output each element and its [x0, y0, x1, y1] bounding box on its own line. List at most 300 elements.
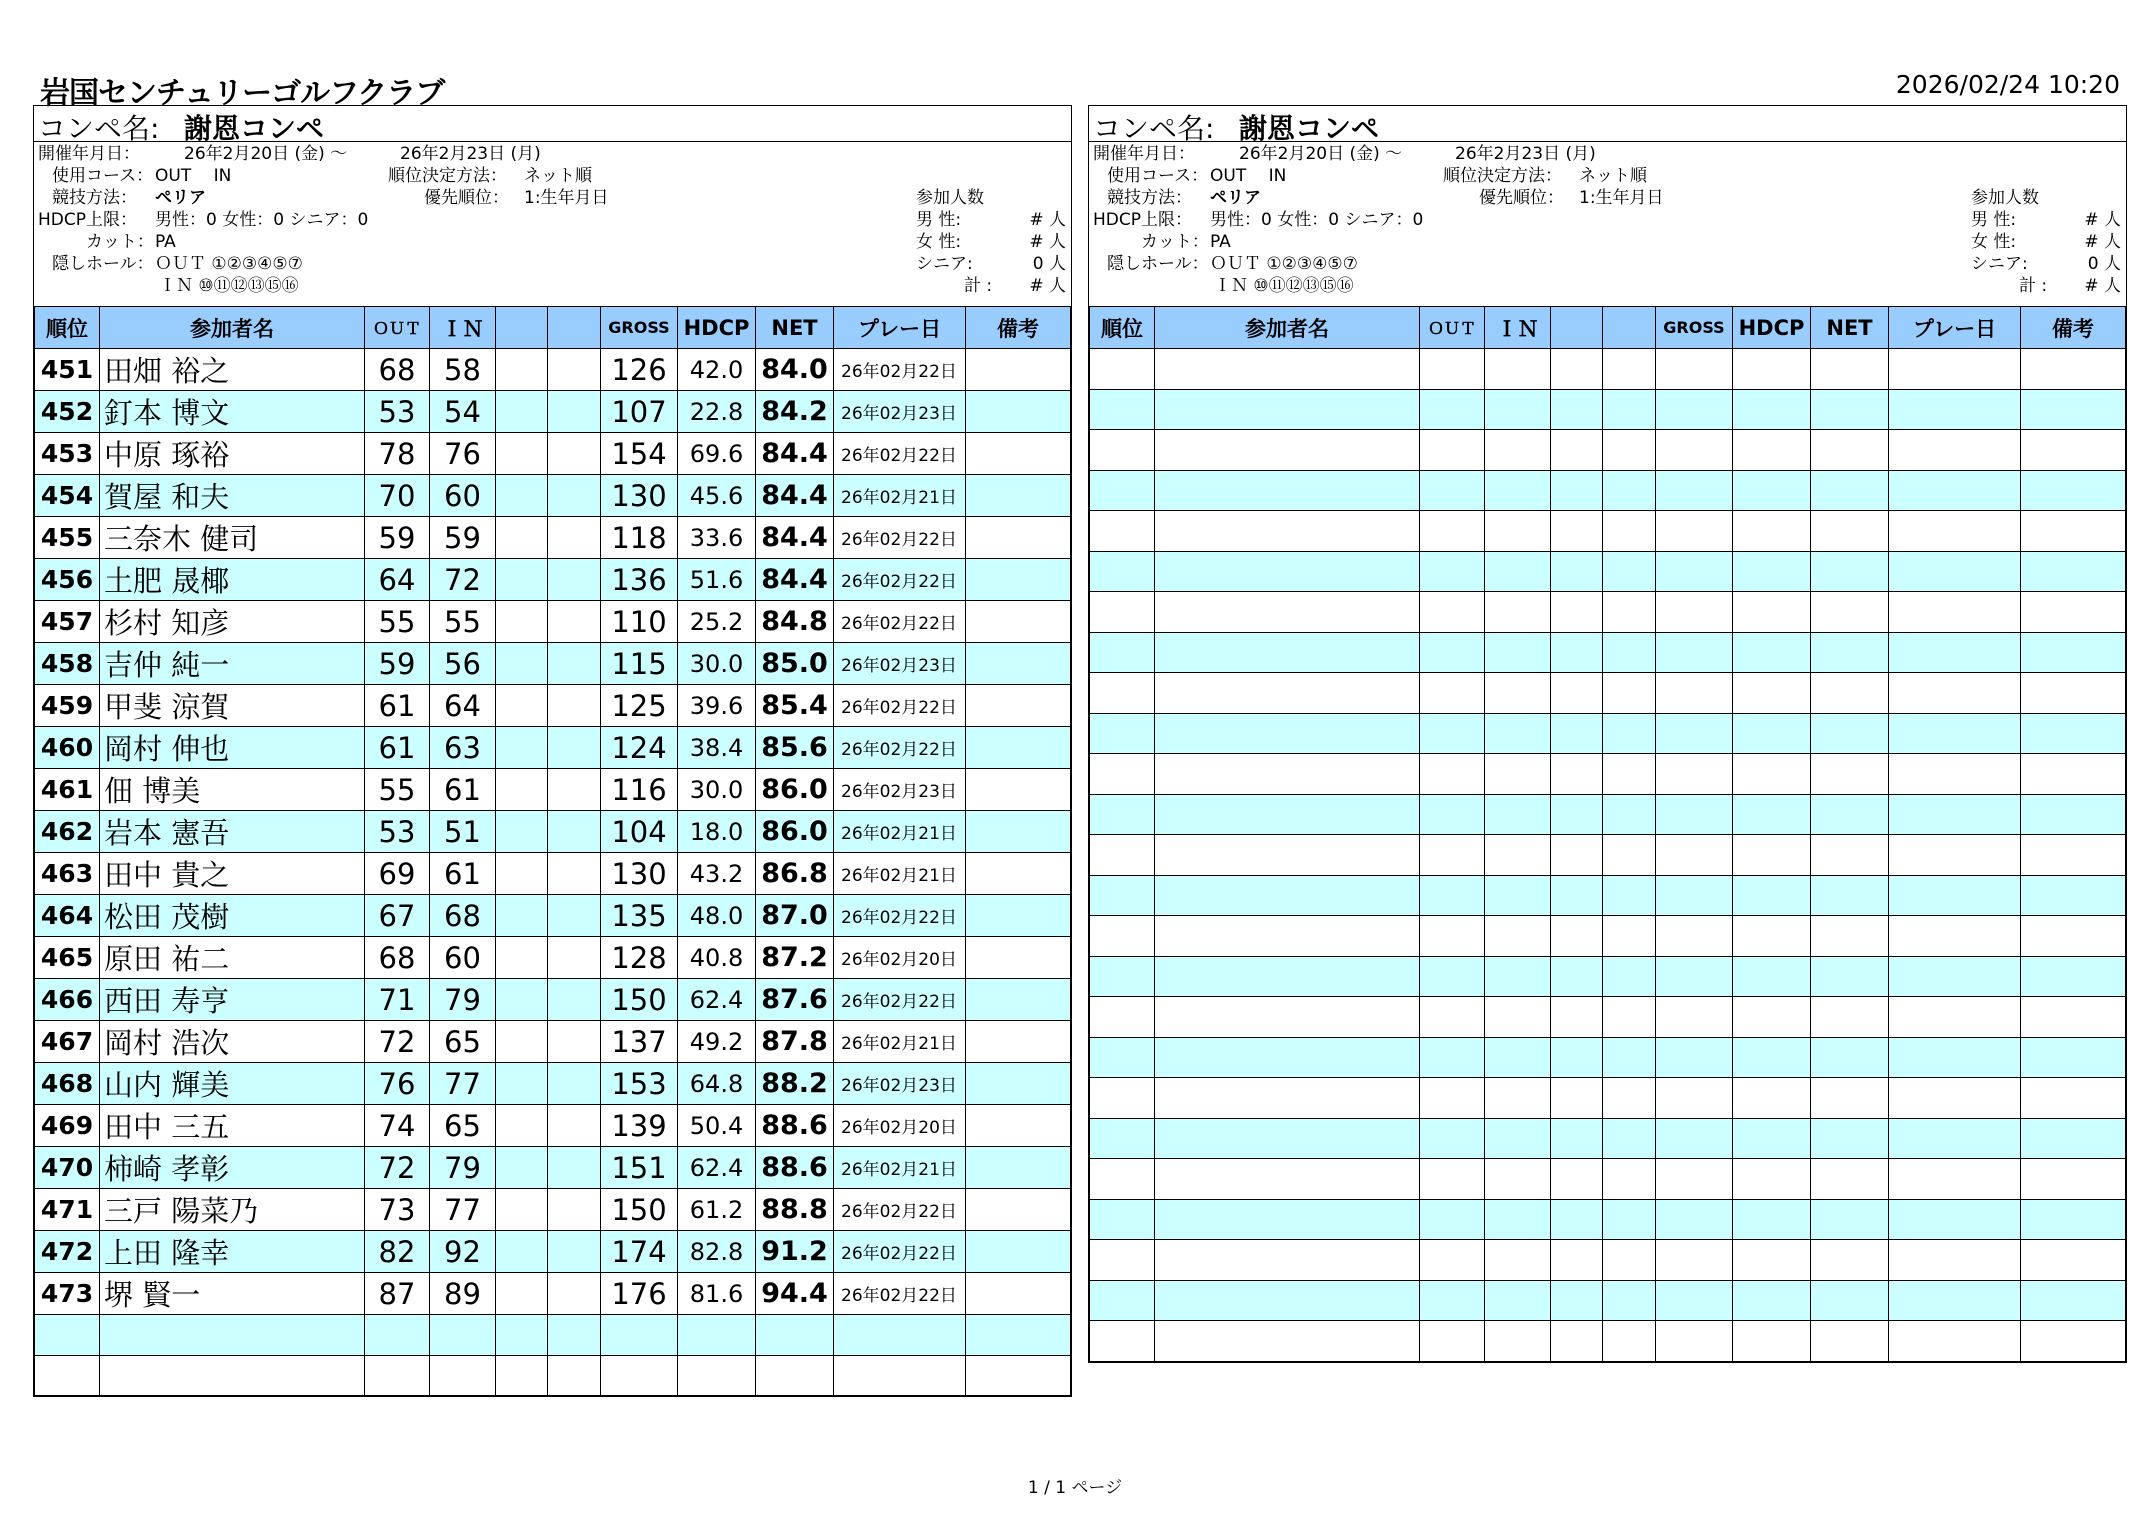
remarks-cell	[2021, 673, 2126, 714]
blank-cell	[1551, 754, 1603, 795]
play-date-cell: 26年02月22日	[834, 727, 966, 769]
in-cell: 54	[430, 391, 496, 433]
hdcp-cell	[1733, 1321, 1811, 1362]
blank-cell	[548, 1231, 601, 1273]
priority-label: 優先順位：	[424, 188, 509, 208]
play-date-cell	[1889, 1240, 2021, 1281]
col-blank-1	[496, 307, 548, 349]
hdcp-cell: 33.6	[678, 517, 756, 559]
out-cell: 74	[365, 1105, 430, 1147]
play-date-cell: 26年02月22日	[834, 433, 966, 475]
date-label: 開催年月日：	[38, 144, 140, 164]
out-cell: 59	[365, 517, 430, 559]
net-cell: 85.0	[756, 643, 834, 685]
blank-cell	[548, 1021, 601, 1063]
gross-cell: 153	[601, 1063, 678, 1105]
blank-cell	[496, 1147, 548, 1189]
table-row	[35, 1273, 1071, 1315]
out-cell	[1420, 1159, 1485, 1200]
blank-cell	[1551, 794, 1603, 835]
out-cell	[1420, 430, 1485, 471]
hidden-holes-in: ＩＮ ⑩⑪⑫⑬⑮⑯	[159, 276, 299, 296]
table-row	[1090, 997, 2126, 1038]
remarks-cell	[2021, 430, 2126, 471]
competition-info	[34, 142, 1071, 306]
senior-count-value: 0 人	[1032, 254, 1066, 274]
play-date-cell: 26年02月22日	[834, 895, 966, 937]
blank-cell	[1603, 794, 1656, 835]
blank-cell	[1603, 349, 1656, 390]
hdcp-cell: 40.8	[678, 937, 756, 979]
hidden-holes-label: 隠しホール：	[1107, 254, 1209, 274]
blank-cell	[1603, 389, 1656, 430]
blank-cell	[1551, 349, 1603, 390]
gross-cell	[1656, 1078, 1733, 1119]
in-cell: 89	[430, 1273, 496, 1315]
gross-cell	[1656, 794, 1733, 835]
gross-cell: 136	[601, 559, 678, 601]
out-cell	[1420, 1321, 1485, 1362]
gross-cell	[1656, 430, 1733, 471]
name-cell: 田畑 裕之	[100, 349, 365, 391]
remarks-cell	[966, 1105, 1071, 1147]
out-cell	[1420, 1199, 1485, 1240]
remarks-cell	[2021, 956, 2126, 997]
net-cell	[1811, 673, 1889, 714]
table-row	[35, 1231, 1071, 1273]
in-cell	[1485, 349, 1551, 390]
hdcp-cell	[678, 1315, 756, 1356]
hdcp-cell: 82.8	[678, 1231, 756, 1273]
table-row	[35, 1021, 1071, 1063]
rank-cell: 463	[35, 853, 100, 895]
name-cell	[1155, 1199, 1420, 1240]
net-cell	[1811, 632, 1889, 673]
senior-count-label: シニア:	[916, 254, 973, 274]
name-cell: 三戸 陽菜乃	[100, 1189, 365, 1231]
table-row	[1090, 1118, 2126, 1159]
blank-cell	[1603, 754, 1656, 795]
in-cell	[1485, 956, 1551, 997]
hdcp-cell	[1733, 430, 1811, 471]
play-date-cell: 26年02月21日	[834, 475, 966, 517]
blank-cell	[1551, 389, 1603, 430]
play-date-cell: 26年02月21日	[834, 1147, 966, 1189]
col-rank: 順位	[1090, 307, 1155, 349]
net-cell: 86.0	[756, 769, 834, 811]
name-cell	[1155, 997, 1420, 1038]
play-date-cell: 26年02月23日	[834, 769, 966, 811]
out-cell	[1420, 389, 1485, 430]
blank-cell	[1603, 1159, 1656, 1200]
gross-cell	[601, 1355, 678, 1396]
gross-cell	[1656, 1240, 1733, 1281]
in-cell	[1485, 794, 1551, 835]
col-hdcp: HDCP	[1733, 307, 1811, 349]
col-blank-2	[1603, 307, 1656, 349]
out-cell	[365, 1315, 430, 1356]
net-cell: 94.4	[756, 1273, 834, 1315]
blank-cell	[496, 769, 548, 811]
rank-cell: 460	[35, 727, 100, 769]
table-row	[35, 601, 1071, 643]
out-cell	[1420, 470, 1485, 511]
blank-cell	[496, 1063, 548, 1105]
competition-method-label: 競技方法：	[52, 188, 137, 208]
play-date-cell: 26年02月22日	[834, 601, 966, 643]
table-row	[1090, 592, 2126, 633]
hdcp-cell	[1733, 1078, 1811, 1119]
remarks-cell	[2021, 1199, 2126, 1240]
male-count-label: 男 性:	[916, 210, 962, 230]
net-cell: 85.4	[756, 685, 834, 727]
in-cell	[1485, 511, 1551, 552]
col-in: ＩＮ	[1485, 307, 1551, 349]
gross-cell	[1656, 592, 1733, 633]
gross-cell	[1656, 1159, 1733, 1200]
blank-cell	[548, 349, 601, 391]
rank-cell: 469	[35, 1105, 100, 1147]
rank-cell: 457	[35, 601, 100, 643]
play-date-cell	[1889, 997, 2021, 1038]
col-blank-1	[1551, 307, 1603, 349]
competition-name: 謝恩コンペ	[184, 112, 325, 145]
rank-cell	[1090, 875, 1155, 916]
hdcp-cell	[1733, 1280, 1811, 1321]
blank-cell	[1603, 1118, 1656, 1159]
blank-cell	[1551, 956, 1603, 997]
remarks-cell	[966, 1231, 1071, 1273]
gross-cell: 150	[601, 1189, 678, 1231]
remarks-cell	[966, 895, 1071, 937]
cut-label: カット：	[1141, 232, 1209, 252]
name-cell: 松田 茂樹	[100, 895, 365, 937]
in-cell	[1485, 1280, 1551, 1321]
net-cell	[1811, 754, 1889, 795]
gross-cell: 124	[601, 727, 678, 769]
play-date-cell: 26年02月23日	[834, 643, 966, 685]
competition-method-label: 競技方法：	[1107, 188, 1192, 208]
name-cell: 佃 博美	[100, 769, 365, 811]
rank-cell	[1090, 713, 1155, 754]
out-cell	[1420, 956, 1485, 997]
out-cell	[1420, 673, 1485, 714]
rank-cell	[1090, 1118, 1155, 1159]
blank-cell	[1551, 511, 1603, 552]
gross-cell: 154	[601, 433, 678, 475]
out-cell	[1420, 592, 1485, 633]
name-cell	[1155, 1280, 1420, 1321]
course-value: OUT IN	[1210, 166, 1287, 186]
play-date-cell: 26年02月22日	[834, 979, 966, 1021]
remarks-cell	[2021, 794, 2126, 835]
net-cell: 87.8	[756, 1021, 834, 1063]
blank-cell	[496, 1273, 548, 1315]
name-cell: 堺 賢一	[100, 1273, 365, 1315]
blank-cell	[1603, 997, 1656, 1038]
out-cell: 55	[365, 601, 430, 643]
rank-cell	[1090, 673, 1155, 714]
table-row	[35, 1147, 1071, 1189]
gross-cell: 110	[601, 601, 678, 643]
play-date-cell	[1889, 1280, 2021, 1321]
table-row	[1090, 835, 2126, 876]
hidden-holes-out: ＯＵＴ ①②③④⑤⑦	[1210, 254, 1358, 274]
name-cell	[1155, 875, 1420, 916]
date-from: 26年2月20日 (金) ～	[184, 144, 348, 164]
out-cell: 78	[365, 433, 430, 475]
remarks-cell	[966, 517, 1071, 559]
blank-cell	[548, 811, 601, 853]
in-cell	[1485, 713, 1551, 754]
name-cell: 釘本 博文	[100, 391, 365, 433]
out-cell: 64	[365, 559, 430, 601]
name-cell	[1155, 1159, 1420, 1200]
in-cell: 63	[430, 727, 496, 769]
table-row	[35, 1315, 1071, 1356]
gross-cell: 135	[601, 895, 678, 937]
play-date-cell	[1889, 632, 2021, 673]
name-cell	[1155, 389, 1420, 430]
table-row	[35, 937, 1071, 979]
blank-cell	[1603, 1199, 1656, 1240]
gross-cell: 128	[601, 937, 678, 979]
female-count-value: # 人	[1029, 232, 1066, 252]
name-cell: 土肥 晟椰	[100, 559, 365, 601]
in-cell: 65	[430, 1105, 496, 1147]
remarks-cell	[966, 475, 1071, 517]
remarks-cell	[2021, 389, 2126, 430]
hdcp-cell	[1733, 1240, 1811, 1281]
name-cell: 吉仲 純一	[100, 643, 365, 685]
hdcp-cell	[1733, 956, 1811, 997]
blank-cell	[548, 559, 601, 601]
gross-cell	[1656, 673, 1733, 714]
blank-cell	[1551, 1078, 1603, 1119]
name-cell	[1155, 794, 1420, 835]
remarks-cell	[966, 1063, 1071, 1105]
rank-cell	[1090, 632, 1155, 673]
rank-cell	[35, 1315, 100, 1356]
blank-cell	[1603, 1321, 1656, 1362]
play-date-cell: 26年02月23日	[834, 391, 966, 433]
hdcp-cell	[1733, 1159, 1811, 1200]
remarks-cell	[2021, 1280, 2126, 1321]
name-cell	[1155, 349, 1420, 390]
in-cell: 61	[430, 853, 496, 895]
blank-cell	[548, 853, 601, 895]
in-cell: 77	[430, 1189, 496, 1231]
col-in: ＩＮ	[430, 307, 496, 349]
col-play-date: プレー日	[834, 307, 966, 349]
gross-cell	[1656, 1321, 1733, 1362]
results-table	[1089, 306, 2126, 1362]
blank-cell	[1551, 916, 1603, 957]
hdcp-cell: 48.0	[678, 895, 756, 937]
gross-cell: 126	[601, 349, 678, 391]
gross-cell: 150	[601, 979, 678, 1021]
in-cell	[1485, 551, 1551, 592]
blank-cell	[496, 1355, 548, 1396]
net-cell	[1811, 1078, 1889, 1119]
total-count-label: 計 :	[2019, 276, 2048, 296]
table-row	[1090, 956, 2126, 997]
remarks-cell	[2021, 1240, 2126, 1281]
rank-cell	[1090, 349, 1155, 390]
blank-cell	[548, 1147, 601, 1189]
net-cell	[1811, 1240, 1889, 1281]
name-cell: 田中 三五	[100, 1105, 365, 1147]
play-date-cell	[1889, 835, 2021, 876]
col-out: ＯＵＴ	[365, 307, 430, 349]
out-cell	[1420, 835, 1485, 876]
gross-cell	[1656, 997, 1733, 1038]
net-cell	[1811, 470, 1889, 511]
out-cell	[1420, 713, 1485, 754]
name-cell	[100, 1315, 365, 1356]
col-blank-2	[548, 307, 601, 349]
gross-cell	[1656, 835, 1733, 876]
remarks-cell	[966, 391, 1071, 433]
gross-cell: 104	[601, 811, 678, 853]
name-cell	[1155, 916, 1420, 957]
rank-cell: 459	[35, 685, 100, 727]
blank-cell	[496, 517, 548, 559]
play-date-cell: 26年02月20日	[834, 937, 966, 979]
gross-cell	[601, 1315, 678, 1356]
name-cell: 杉村 知彦	[100, 601, 365, 643]
blank-cell	[496, 391, 548, 433]
remarks-cell	[2021, 997, 2126, 1038]
in-cell	[1485, 389, 1551, 430]
rank-cell: 472	[35, 1231, 100, 1273]
col-out: ＯＵＴ	[1420, 307, 1485, 349]
male-count-value: # 人	[1029, 210, 1066, 230]
in-cell: 92	[430, 1231, 496, 1273]
play-date-cell	[1889, 875, 2021, 916]
play-date-cell	[1889, 1118, 2021, 1159]
in-cell	[1485, 470, 1551, 511]
out-cell	[365, 1355, 430, 1396]
play-date-cell	[1889, 511, 2021, 552]
net-cell: 88.6	[756, 1147, 834, 1189]
out-cell	[1420, 551, 1485, 592]
name-cell	[1155, 1118, 1420, 1159]
in-cell	[1485, 1078, 1551, 1119]
out-cell	[1420, 1118, 1485, 1159]
play-date-cell	[1889, 349, 2021, 390]
hdcp-cell: 49.2	[678, 1021, 756, 1063]
rank-cell	[1090, 1199, 1155, 1240]
in-cell	[1485, 632, 1551, 673]
hdcp-cell	[1733, 794, 1811, 835]
female-count-label: 女 性:	[916, 232, 962, 252]
in-cell	[1485, 1321, 1551, 1362]
rank-cell	[1090, 511, 1155, 552]
play-date-cell	[834, 1355, 966, 1396]
rank-cell	[1090, 1078, 1155, 1119]
hdcp-cell	[1733, 511, 1811, 552]
play-date-cell	[1889, 470, 2021, 511]
name-cell: 岩本 憲吾	[100, 811, 365, 853]
name-cell: 山内 輝美	[100, 1063, 365, 1105]
blank-cell	[1551, 835, 1603, 876]
name-cell	[1155, 470, 1420, 511]
table-header-row	[35, 307, 1071, 349]
net-cell	[1811, 1199, 1889, 1240]
play-date-cell: 26年02月22日	[834, 685, 966, 727]
cut-value: PA	[1210, 232, 1231, 252]
play-date-cell	[1889, 713, 2021, 754]
gross-cell	[1656, 875, 1733, 916]
gross-cell: 139	[601, 1105, 678, 1147]
blank-cell	[496, 475, 548, 517]
rank-cell	[1090, 835, 1155, 876]
blank-cell	[548, 1273, 601, 1315]
in-cell	[1485, 835, 1551, 876]
hdcp-cell	[1733, 754, 1811, 795]
rank-cell	[1090, 389, 1155, 430]
rank-cell: 461	[35, 769, 100, 811]
blank-cell	[496, 601, 548, 643]
rank-cell: 458	[35, 643, 100, 685]
name-cell: 中原 琢裕	[100, 433, 365, 475]
hdcp-cell	[1733, 1037, 1811, 1078]
table-row	[35, 475, 1071, 517]
hidden-holes-out: ＯＵＴ ①②③④⑤⑦	[155, 254, 303, 274]
out-cell	[1420, 1078, 1485, 1119]
blank-cell	[1551, 1199, 1603, 1240]
club-name: 岩国センチュリーゴルフクラブ	[40, 76, 445, 111]
blank-cell	[496, 811, 548, 853]
table-row	[1090, 875, 2126, 916]
rank-cell	[1090, 794, 1155, 835]
play-date-cell: 26年02月22日	[834, 1189, 966, 1231]
name-cell	[1155, 1321, 1420, 1362]
course-label: 使用コース：	[52, 166, 154, 186]
hdcp-cell	[1733, 916, 1811, 957]
net-cell: 84.2	[756, 391, 834, 433]
hdcp-cell	[1733, 1199, 1811, 1240]
hdcp-cell	[1733, 389, 1811, 430]
play-date-cell	[1889, 673, 2021, 714]
col-rank: 順位	[35, 307, 100, 349]
hdcp-cell	[1733, 551, 1811, 592]
in-cell: 65	[430, 1021, 496, 1063]
rank-cell: 468	[35, 1063, 100, 1105]
rank-cell	[1090, 1321, 1155, 1362]
play-date-cell: 26年02月22日	[834, 517, 966, 559]
blank-cell	[1551, 875, 1603, 916]
blank-cell	[496, 979, 548, 1021]
remarks-cell	[2021, 1037, 2126, 1078]
remarks-cell	[966, 1147, 1071, 1189]
table-row	[35, 769, 1071, 811]
hdcp-cell	[678, 1355, 756, 1396]
net-cell: 85.6	[756, 727, 834, 769]
out-cell: 72	[365, 1021, 430, 1063]
out-cell	[1420, 794, 1485, 835]
gross-cell: 130	[601, 475, 678, 517]
gross-cell	[1656, 551, 1733, 592]
table-row	[1090, 794, 2126, 835]
remarks-cell	[2021, 551, 2126, 592]
net-cell: 84.4	[756, 517, 834, 559]
name-cell	[1155, 632, 1420, 673]
play-date-cell	[1889, 1078, 2021, 1119]
male-count-label: 男 性:	[1971, 210, 2017, 230]
blank-cell	[496, 349, 548, 391]
